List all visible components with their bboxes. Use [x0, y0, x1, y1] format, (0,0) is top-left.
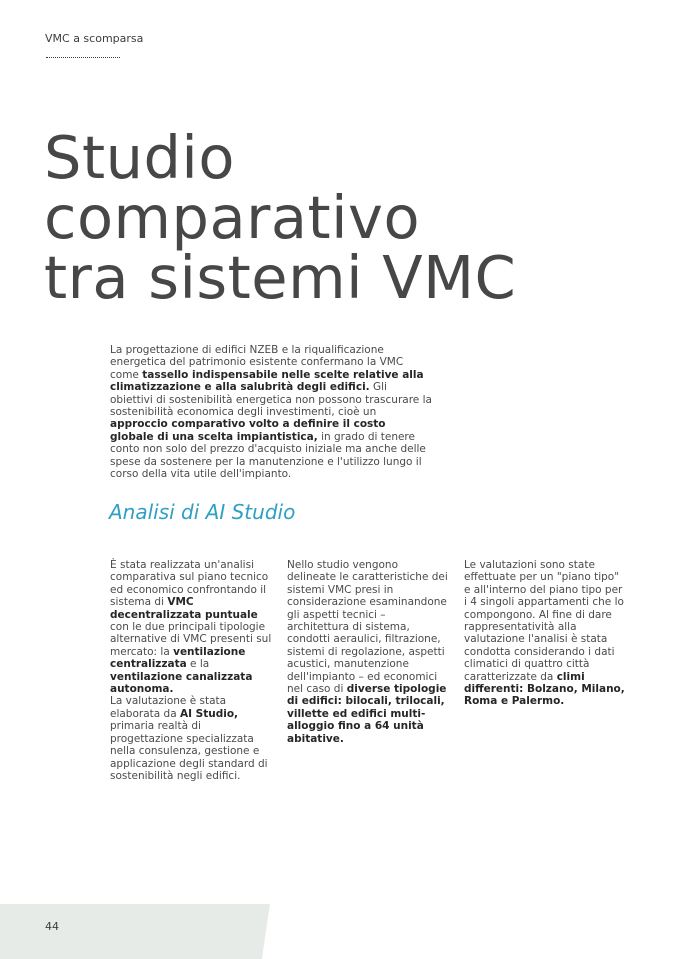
footer-band [0, 904, 270, 959]
intro-text: Gli obiettivi di sostenibilità energetica non possono trascurare la sostenibilità economica degli investimenti, cioè un [110, 381, 432, 419]
page-title [44, 123, 644, 312]
column-bold: climi differenti: Bolzano, Milano, Roma e Palermo. [464, 670, 625, 708]
section-label: VMC a scomparsa [45, 32, 144, 45]
body-column-3 [464, 559, 626, 708]
column-text: con le due principali tipologie alternative di VMC presenti sul mercato: la [110, 621, 272, 658]
title-line: Studio [44, 123, 235, 192]
column-bold: VMC decentralizzata puntuale [110, 596, 258, 621]
column-text: È stata realizzata un'analisi comparativa sul piano tecnico ed economico confrontando il sistema di [110, 559, 269, 609]
intro-bold: tassello indispensabile nelle scelte relative alla climatizzazione e alla salubrità degli edifici. [110, 368, 424, 394]
page-number: 44 [45, 920, 59, 933]
column-text: La valutazione è stata elaborata da [110, 695, 227, 720]
intro-text: La progettazione di edifici NZEB e la riqualificazione energetica del patrimonio esistente confermano la VMC come [110, 344, 404, 381]
intro-bold: approccio comparativo volto a definire il costo globale di una scelta impiantistica, [110, 418, 386, 443]
column-bold: ventilazione canalizzata autonoma. [110, 670, 253, 696]
section-label-rule [46, 57, 120, 58]
title-line: tra sistemi VMC [44, 243, 517, 312]
intro-text: in grado di tenere conto non solo del prezzo d'acquisto iniziale ma anche delle spese da sostenere per la manutenzione e l'utilizzo lungo il corso della vita utile dell'impianto. [110, 430, 426, 481]
title-line: comparativo [44, 183, 421, 252]
column-text: primaria realtà di progettazione specializzata nella consulenza, gestione e applicazione degli standard di sostenibilità negli edifici. [110, 720, 268, 782]
column-text: e la [186, 658, 210, 671]
intro-paragraph [110, 344, 432, 480]
column-text: Nello studio vengono delineate le caratteristiche dei sistemi VMC presi in considerazione esaminandone gli aspetti tecnici – architettura di sistema, condotti aeraulici, filtrazione, sistemi di regolazione, aspetti acustici, manutenzione dell'impianto – ed economici nel caso di [287, 559, 448, 696]
column-bold: diverse tipologie di edifici: bilocali, trilocali, villette ed edifici multi-alloggio fino a 64 unità abitative. [287, 683, 447, 745]
body-column-2 [287, 559, 449, 745]
column-text: Le valutazioni sono state effettuate per un "piano tipo" e all'interno del piano tipo per i 4 singoli appartamenti che lo compongono. Al fine di dare rappresentatività alla valutazione l'analisi è stata condotta considerando i dati climatici di quattro città caratterizzate da [464, 559, 624, 683]
body-column-1 [110, 559, 272, 782]
section-heading: Analisi di AI Studio [109, 500, 296, 524]
column-bold: ventilazione centralizzata [110, 645, 246, 671]
column-bold: AI Studio, [179, 707, 239, 720]
